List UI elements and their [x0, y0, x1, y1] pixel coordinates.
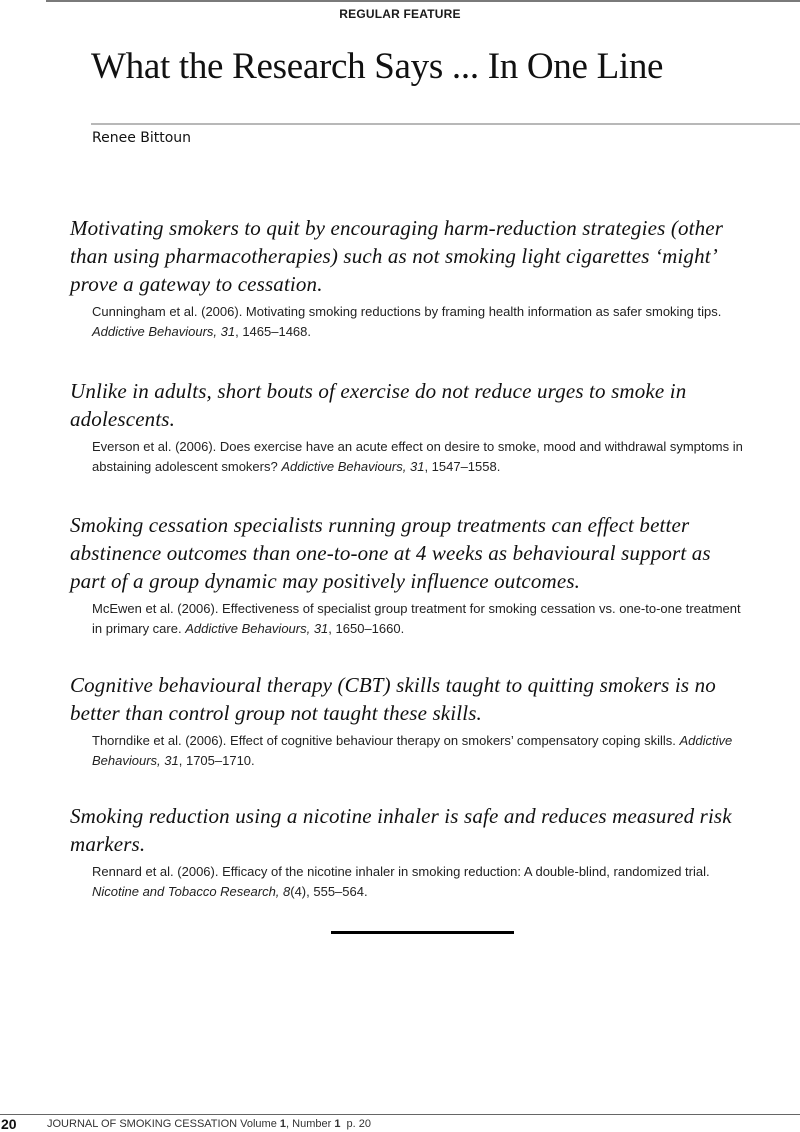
citation	[92, 862, 752, 902]
citation	[92, 302, 752, 342]
citation-journal: Nicotine and Tobacco Research, 8	[92, 884, 291, 899]
journal-name: JOURNAL OF SMOKING CESSATION Volume	[47, 1118, 280, 1130]
issue-number: 1	[334, 1118, 341, 1130]
citation-text: Thorndike et al. (2006). Effect of cognitive behaviour therapy on smokers’ compensatory coping skills.	[92, 733, 680, 748]
page-title: What the Research Says ... In One Line	[91, 46, 664, 87]
journal-info	[47, 1118, 371, 1131]
section-label: REGULAR FEATURE	[339, 7, 461, 21]
page-footer	[0, 1117, 800, 1132]
citation-journal: Addictive Behaviours, 31	[185, 621, 329, 636]
finding-entry	[70, 511, 780, 639]
end-of-article-rule	[331, 931, 514, 934]
citation-text: Cunningham et al. (2006). Motivating smoking reductions by framing health information as safer smoking tips.	[92, 304, 722, 319]
citation	[92, 599, 752, 639]
citation-text: McEwen et al. (2006). Effectiveness of specialist group treatment for smoking cessation vs. one-to-one treatment in primary care.	[92, 601, 741, 636]
author-name: Renee Bittoun	[92, 130, 192, 146]
finding-text: Smoking cessation specialists running group treatments can effect better abstinence outcomes than one-to-one at 4 weeks as behavioural support as part of a group dynamic may positively influence outcomes.	[70, 513, 711, 593]
citation-pages: , 1650–1660.	[328, 621, 405, 636]
citation-text: Rennard et al. (2006). Efficacy of the nicotine inhaler in smoking reduction: A double-blind, randomized trial.	[92, 864, 710, 879]
top-rule	[46, 0, 800, 2]
page-number: 20	[1, 1116, 17, 1132]
citation	[92, 437, 752, 477]
citation-pages: (4), 555–564.	[290, 884, 368, 899]
finding-text: Motivating smokers to quit by encouraging harm-reduction strategies (other than using pharmacotherapies) such as not smoking light cigarettes ‘might’ prove a gateway to cessation.	[70, 216, 724, 296]
finding-text: Unlike in adults, short bouts of exercise do not reduce urges to smoke in adolescents.	[70, 379, 687, 431]
citation	[92, 731, 752, 771]
finding-entry	[70, 802, 780, 902]
finding-text: Cognitive behavioural therapy (CBT) skills taught to quitting smokers is no better than control group not taught these skills.	[70, 673, 716, 725]
citation-journal: Addictive Behaviours, 31	[92, 733, 733, 768]
citation-journal: Addictive Behaviours, 31	[281, 459, 425, 474]
citation-text: Everson et al. (2006). Does exercise have an acute effect on desire to smoke, mood and withdrawal symptoms in abstaining adolescent smokers?	[92, 439, 743, 474]
number-label: , Number	[286, 1118, 335, 1130]
title-divider	[91, 123, 800, 125]
footer-divider	[0, 1114, 800, 1115]
citation-pages: , 1465–1468.	[235, 324, 311, 339]
finding-text: Smoking reduction using a nicotine inhaler is safe and reduces measured risk markers.	[70, 804, 732, 856]
finding-entry	[70, 377, 780, 477]
citation-journal: Addictive Behaviours, 31	[92, 324, 236, 339]
finding-entry	[70, 214, 780, 342]
volume-number: 1	[279, 1118, 287, 1130]
citation-pages: , 1705–1710.	[178, 753, 255, 768]
page-reference: p. 20	[340, 1118, 372, 1130]
finding-entry	[70, 671, 780, 771]
citation-pages: , 1547–1558.	[424, 459, 501, 474]
